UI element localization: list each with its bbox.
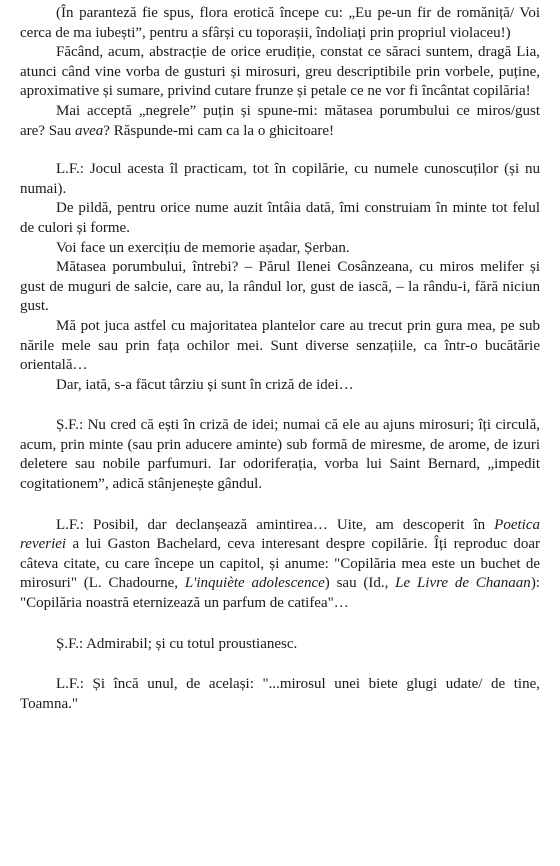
paragraph-lf-game: L.F.: Jocul acesta îl practicam, tot în copilărie, cu numele cunoscuților (și nu numai). bbox=[20, 161, 540, 197]
paragraph-lf-bachelard bbox=[20, 516, 540, 614]
text-run: ) sau (Id., bbox=[324, 575, 396, 592]
title-livre-de-chanaan: Le Livre de Chanaan bbox=[395, 575, 531, 592]
title-inquiete-adolescence: L'inquiète adolescence bbox=[184, 575, 325, 592]
paragraph-plants: Mă pot juca astfel cu majoritatea plantelor care au trecut prin gura mea, pe sub nările mele sau prin fața ochilor mei. Sunt diverse senzațiile, ca într-o bucătărie orientală… bbox=[20, 317, 540, 374]
paragraph-abstraction: Făcând, acum, abstracție de orice erudiție, constat ce săraci suntem, dragă Lia, atunci când vine vorba de gusturi și mirosuri, greu descriptibile prin vorbele, puține, aproximative și sumare, privind cutare frunze și petale ce ne vor fi încântat copilăria! bbox=[20, 44, 540, 100]
paragraph-sf-admirable: Ș.F.: Admirabil; și cu totul proustianesc. bbox=[56, 635, 298, 652]
paragraph-corn-silk: Mătasea porumbului, întrebi? – Părul Ilenei Cosânzeana, cu miros melifer și gust de muguri de salcie, care au, la rândul lor, gust de iască, – la rându-i, fără niciun gust. bbox=[20, 259, 540, 315]
paragraph-sf-smells: Ș.F.: Nu cred că ești în criză de idei; numai că ele au ajuns mirosuri; îți circulă, acum, prin minte (sau prin aducere aminte) sub formă de miresme, de arome, de izuri deletere sau nobile parfumuri. Iar odoriferația, vorba lui Saint Bernard, „impedit cogitationem”, adică stânjenește gândul. bbox=[20, 417, 540, 493]
text-run: a lui Gaston Bachelard, ceva interesant despre copilărie. Îți reproduc doar câteva citate, cu care începe un capitol, și anume: "Copilăria mea este un buchet de mirosuri" (L. Chadourne, bbox=[20, 536, 540, 592]
paragraph-spacer bbox=[20, 614, 540, 635]
text-run: Mai acceptă „negrele” puțin și spune-mi: mătasea porumbului ce miros/gust are? Sau bbox=[20, 102, 540, 139]
title-poetica-reveriei: Poetica reveriei bbox=[20, 516, 540, 553]
paragraph-spacer bbox=[20, 395, 540, 416]
paragraph-crisis: Dar, iată, s-a făcut târziu și sunt în criză de idei… bbox=[56, 376, 354, 393]
paragraph-spacer bbox=[20, 141, 540, 160]
paragraph-lf-autumn: L.F.: Și încă unul, de același: "...mirosul unei biete glugi udate/ de tine, Toamna." bbox=[20, 676, 540, 712]
text-run: L.F.: Posibil, dar declanșează amintirea… Uite, am descoperit în bbox=[56, 516, 495, 533]
paragraph-spacer bbox=[20, 654, 540, 675]
paragraph-names-colors: De pildă, pentru orice nume auzit întâia dată, îmi construiam în minte tot felul de culori și forme. bbox=[20, 200, 540, 236]
paragraph-floral-erotic: (În paranteză fie spus, flora erotică începe cu: „Eu pe-un fir de romăniță/ Voi cerca de ma iubești”, pentru a sfârși cu toporașii, îndoliați prin propriul violaceu!) bbox=[20, 5, 540, 41]
emphasis-avea: avea bbox=[74, 122, 104, 139]
text-run: ): "Copilăria noastră eternizează un parfum de catifea"… bbox=[20, 575, 540, 612]
paragraph-memory-exercise: Voi face un exercițiu de memorie așadar, Șerban. bbox=[56, 239, 350, 256]
paragraph-riddle-question bbox=[20, 102, 540, 141]
paragraph-spacer bbox=[20, 495, 540, 516]
text-run: ? Răspunde-mi cam ca la o ghicitoare! bbox=[103, 122, 335, 139]
